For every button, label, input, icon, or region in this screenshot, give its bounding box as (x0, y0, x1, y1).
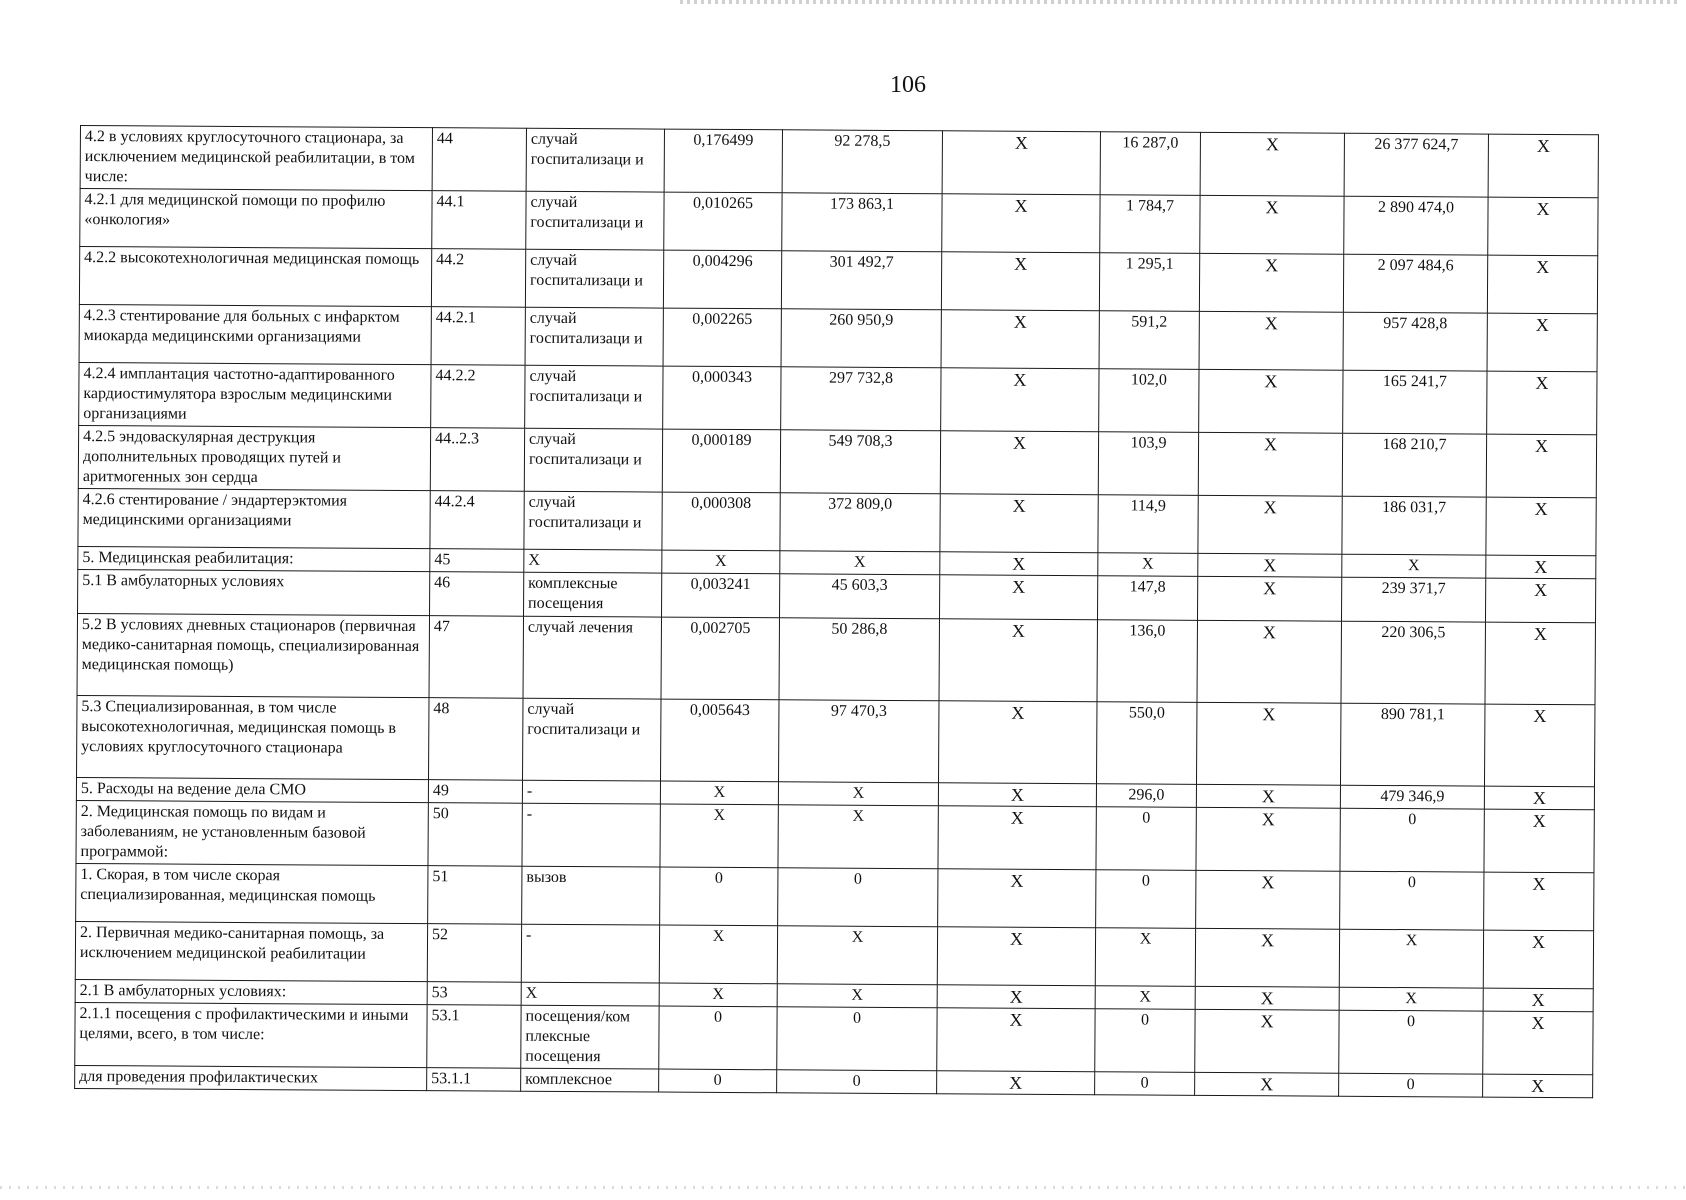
table-body (75, 126, 1599, 1098)
row-value-6: X (941, 368, 1099, 432)
row-value-6: X (940, 431, 1098, 495)
row-value-9: 165 241,7 (1343, 370, 1487, 434)
row-value-8: X (1196, 702, 1340, 785)
row-name: 5.1 В амбулаторных условиях (78, 569, 430, 615)
row-value-5: 301 492,7 (781, 251, 941, 310)
scan-artifact-top (680, 0, 1680, 4)
row-value-9: 186 031,7 (1342, 496, 1486, 555)
row-value-6: X (940, 494, 1098, 553)
row-value-5: X (778, 782, 938, 806)
table-row (75, 921, 1593, 988)
row-unit: - (522, 803, 660, 867)
table-row (77, 613, 1595, 704)
row-value-10: X (1483, 988, 1593, 1012)
row-value-8: X (1197, 576, 1341, 621)
row-value-10: X (1487, 255, 1597, 314)
row-code: 44 (432, 128, 526, 192)
row-value-4: 0,000308 (662, 492, 780, 551)
row-value-8: X (1196, 870, 1340, 929)
row-value-9: 479 346,9 (1340, 785, 1484, 809)
row-value-6: X (937, 927, 1095, 986)
row-unit: комплексное (521, 1068, 659, 1092)
row-value-6: X (941, 310, 1099, 369)
row-value-7: 114,9 (1098, 495, 1198, 554)
row-unit: вызов (522, 866, 660, 925)
row-value-4: 0,176499 (664, 129, 782, 193)
row-value-8: X (1196, 784, 1340, 808)
row-value-8: X (1198, 495, 1342, 554)
row-code: 44.1 (432, 191, 526, 250)
row-value-6: X (942, 131, 1100, 195)
row-value-7: 550,0 (1096, 702, 1196, 785)
row-value-10: X (1487, 371, 1597, 435)
table-row (80, 189, 1598, 256)
row-value-4: 0,002265 (663, 308, 781, 367)
row-value-5: X (777, 984, 937, 1008)
row-unit: комплексные посещения (524, 572, 662, 617)
table-row (79, 362, 1597, 434)
row-value-4: 0,002705 (661, 617, 779, 700)
row-name: 2.1.1 посещения с профилактическими и иными целями, всего, в том числе: (75, 1002, 427, 1067)
row-name: 4.2 в условиях круглосуточного стационара, за исключением медицинской реабилитации, в том числе: (80, 126, 432, 191)
row-value-10: X (1488, 134, 1598, 198)
row-name: 4.2.3 стентирование для больных с инфарктом миокарда медицинскими организациями (79, 304, 431, 364)
row-value-4: 0,003241 (662, 573, 780, 618)
row-code: 45 (430, 549, 524, 573)
table-row (78, 425, 1596, 497)
row-value-5: X (780, 551, 940, 575)
row-value-8: X (1195, 1072, 1339, 1096)
row-unit: случай лечения (523, 616, 661, 699)
row-value-7: X (1095, 928, 1195, 987)
row-name: 5. Медицинская реабилитация: (78, 546, 430, 571)
row-value-9: 0 (1339, 1010, 1483, 1074)
row-value-5: X (778, 805, 938, 869)
row-value-9: 0 (1339, 1073, 1483, 1097)
row-value-6: X (939, 575, 1097, 620)
row-name: 4.2.6 стентирование / эндартерэктомия медицинскими организациями (78, 488, 430, 548)
row-value-4: 0,004296 (663, 250, 781, 309)
row-value-7: 591,2 (1099, 311, 1199, 370)
row-code: 53.1.1 (427, 1068, 521, 1092)
row-unit: случай госпитализаци и (524, 491, 662, 550)
row-name: 1. Скорая, в том числе скорая специализированная, медицинская помощь (76, 863, 428, 923)
row-value-7: 136,0 (1097, 620, 1197, 703)
row-value-5: 0 (778, 868, 938, 927)
row-value-7: 1 295,1 (1099, 253, 1199, 312)
row-code: 44..2.3 (430, 428, 524, 492)
row-value-9: 239 371,7 (1341, 577, 1485, 622)
row-value-6: X (942, 194, 1100, 253)
row-value-4: X (659, 983, 777, 1007)
table-row (76, 863, 1594, 930)
row-value-9: 26 377 624,7 (1344, 133, 1488, 197)
row-value-9: 168 210,7 (1342, 433, 1486, 497)
row-value-5: 45 603,3 (780, 574, 940, 619)
row-code: 49 (428, 780, 522, 804)
row-value-10: X (1485, 578, 1595, 623)
row-value-5: 173 863,1 (782, 193, 942, 252)
row-value-10: X (1487, 313, 1597, 372)
row-value-7: 296,0 (1096, 784, 1196, 808)
table-row (79, 304, 1597, 371)
row-code: 52 (427, 924, 521, 983)
row-name: 4.2.5 эндоваскулярная деструкция дополнительных проводящих путей и аритмогенных зон сердца (78, 425, 430, 490)
row-value-6: X (937, 1071, 1095, 1095)
table-row (75, 1002, 1593, 1074)
row-value-9: X (1339, 929, 1483, 988)
row-name: 4.2.4 имплантация частотно-адаптированного кардиостимулятора взрослым медицинскими организациями (79, 362, 431, 427)
row-value-6: X (938, 806, 1096, 870)
row-code: 51 (428, 866, 522, 925)
row-value-7: X (1095, 986, 1195, 1010)
row-unit: посещения/ком плексные посещения (521, 1005, 659, 1069)
row-value-10: X (1484, 809, 1594, 873)
row-value-4: 0 (660, 867, 778, 926)
row-value-4: 0,000343 (663, 366, 781, 430)
row-value-7: 0 (1096, 870, 1196, 929)
row-value-8: X (1199, 253, 1343, 312)
row-value-5: 372 809,0 (780, 493, 940, 552)
row-value-5: 50 286,8 (779, 618, 939, 701)
row-unit: случай госпитализаци и (526, 128, 664, 192)
table-row (79, 247, 1597, 314)
row-value-9: 0 (1340, 808, 1484, 872)
row-code: 50 (428, 803, 522, 867)
row-value-6: X (937, 985, 1095, 1009)
row-code: 44.2.1 (431, 307, 525, 366)
row-value-5: 260 950,9 (781, 309, 941, 368)
row-value-6: X (941, 252, 1099, 311)
financing-table (74, 125, 1599, 1098)
row-value-10: X (1483, 1074, 1593, 1098)
row-value-5: 549 708,3 (780, 430, 940, 494)
row-value-9: 220 306,5 (1341, 621, 1485, 704)
row-value-10: X (1485, 622, 1595, 705)
row-value-7: 0 (1095, 1009, 1195, 1073)
row-value-4: 0,005643 (661, 699, 779, 782)
row-value-8: X (1198, 432, 1342, 496)
row-value-4: X (660, 781, 778, 805)
row-value-6: X (939, 619, 1097, 702)
row-unit: случай госпитализаци и (526, 191, 664, 250)
row-unit: X (521, 982, 659, 1006)
row-value-10: X (1484, 872, 1594, 931)
row-unit: случай госпитализаци и (525, 365, 663, 429)
row-value-10: X (1486, 555, 1596, 579)
table-row (76, 800, 1594, 872)
row-value-5: 92 278,5 (782, 130, 942, 194)
row-value-4: X (659, 925, 777, 984)
row-value-8: X (1200, 132, 1344, 196)
row-name: 4.2.2 высокотехнологичная медицинская помощь (79, 247, 431, 307)
row-value-7: 102,0 (1099, 369, 1199, 433)
row-value-6: X (938, 701, 1096, 784)
table-row (80, 126, 1598, 198)
row-value-10: X (1483, 1011, 1593, 1075)
row-value-4: X (662, 550, 780, 574)
row-value-8: X (1199, 311, 1343, 370)
row-value-6: X (940, 552, 1098, 576)
row-name: 5.3 Специализированная, в том числе высокотехнологичная, медицинская помощь в условиях круглосуточного стационара (77, 695, 429, 779)
row-value-4: 0 (659, 1069, 777, 1093)
row-value-8: X (1200, 195, 1344, 254)
row-value-7: 16 287,0 (1100, 132, 1200, 196)
row-value-8: X (1195, 928, 1339, 987)
row-value-6: X (938, 869, 1096, 928)
row-value-4: 0 (659, 1006, 777, 1070)
row-code: 46 (430, 572, 524, 617)
row-code: 53 (427, 982, 521, 1006)
row-value-5: 297 732,8 (781, 367, 941, 431)
row-value-7: 0 (1095, 1072, 1195, 1096)
row-value-7: X (1098, 553, 1198, 577)
row-name: 2. Медицинская помощь по видам и заболеваниям, не установленным базовой программой: (76, 800, 428, 865)
row-value-10: X (1483, 930, 1593, 989)
row-name: 2. Первичная медико-санитарная помощь, за исключением медицинской реабилитации (75, 921, 427, 981)
row-value-8: X (1195, 986, 1339, 1010)
row-code: 44.2.2 (431, 365, 525, 429)
table-row (78, 488, 1596, 555)
row-value-9: 890 781,1 (1340, 703, 1484, 786)
row-code: 44.2.4 (430, 491, 524, 550)
row-value-10: X (1484, 786, 1594, 810)
row-value-10: X (1484, 704, 1594, 787)
row-value-8: X (1195, 1009, 1339, 1073)
row-value-4: 0,000189 (662, 429, 780, 493)
row-value-7: 1 784,7 (1100, 195, 1200, 254)
row-value-5: 0 (777, 1007, 937, 1071)
row-unit: - (521, 924, 659, 983)
row-unit: случай госпитализаци и (525, 249, 663, 308)
row-value-8: X (1199, 369, 1343, 433)
row-value-4: 0,010265 (664, 192, 782, 251)
row-value-5: 0 (777, 1070, 937, 1094)
row-unit: случай госпитализаци и (525, 307, 663, 366)
row-value-9: X (1339, 987, 1483, 1011)
row-name: для проведения профилактических (75, 1065, 427, 1090)
row-code: 47 (429, 616, 523, 699)
row-value-4: X (660, 804, 778, 868)
row-value-9: 0 (1340, 871, 1484, 930)
row-value-7: 0 (1096, 807, 1196, 871)
table-row (77, 695, 1595, 786)
row-unit: случай госпитализаци и (523, 698, 661, 781)
page-number: 106 (890, 72, 926, 98)
row-value-9: 2 097 484,6 (1343, 254, 1487, 313)
scan-artifact-bottom (0, 1186, 1686, 1189)
row-value-5: X (777, 926, 937, 985)
row-code: 48 (429, 698, 523, 781)
row-unit: - (522, 780, 660, 804)
row-value-8: X (1197, 620, 1341, 703)
row-unit: X (524, 549, 662, 573)
row-name: 4.2.1 для медицинской помощи по профилю «онкология» (80, 189, 432, 249)
row-value-9: 2 890 474,0 (1344, 196, 1488, 255)
row-value-10: X (1486, 434, 1596, 498)
row-name: 5. Расходы на ведение дела СМО (76, 777, 428, 802)
row-value-10: X (1486, 497, 1596, 556)
row-name: 5.2 В условиях дневных стационаров (первичная медико-санитарная помощь, специализированная медицинская помощь) (77, 613, 429, 697)
row-value-10: X (1488, 197, 1598, 256)
row-value-6: X (937, 1008, 1095, 1072)
row-value-7: 103,9 (1098, 432, 1198, 496)
row-value-7: 147,8 (1097, 576, 1197, 621)
row-code: 53.1 (427, 1005, 521, 1069)
row-value-9: 957 428,8 (1343, 312, 1487, 371)
row-value-8: X (1196, 807, 1340, 871)
row-value-8: X (1198, 553, 1342, 577)
row-value-6: X (938, 783, 1096, 807)
row-name: 2.1 В амбулаторных условиях: (75, 979, 427, 1004)
row-code: 44.2 (431, 249, 525, 308)
row-value-9: X (1342, 554, 1486, 578)
row-value-5: 97 470,3 (779, 700, 939, 783)
row-unit: случай госпитализаци и (524, 428, 662, 492)
